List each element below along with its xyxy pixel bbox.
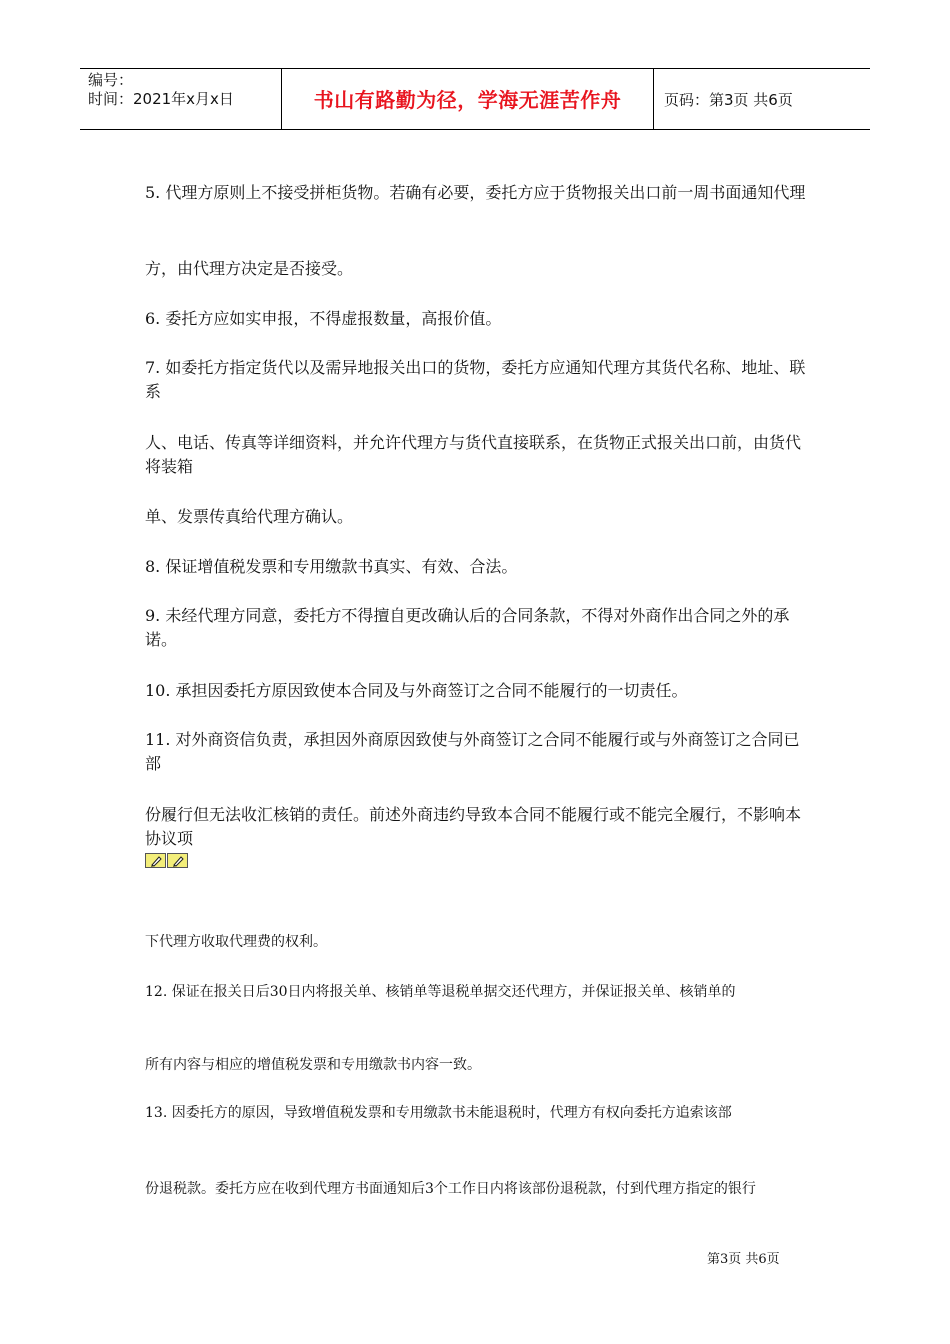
paragraph: 份退税款。委托方应在收到代理方书面通知后3个工作日内将该部份退税款，付到代理方指定的银行 (145, 1181, 756, 1197)
page-header (80, 68, 870, 130)
page-footer: 第3页 共6页 (707, 1252, 780, 1267)
paragraph: 单、发票传真给代理方确认。 (145, 507, 354, 526)
paragraph: 8. 保证增值税发票和专用缴款书真实、有效、合法。 (145, 557, 518, 576)
paragraph: 6. 委托方应如实申报，不得虚报数量，高报价值。 (145, 309, 502, 328)
paragraph: 方，由代理方决定是否接受。 (145, 259, 354, 278)
paragraph: 12. 保证在报关日后30日内将报关单、核销单等退税单据交还代理方，并保证报关单、核销单的 (145, 984, 736, 1000)
pencil-icon (145, 853, 166, 868)
paragraph: 9. 未经代理方同意，委托方不得擅自更改确认后的合同条款，不得对外商作出合同之外的承诺。 (145, 606, 790, 649)
document-date: 时间：2021年x月x日 (88, 90, 234, 108)
paragraph: 13. 因委托方的原因，导致增值税发票和专用缴款书未能退税时，代理方有权向委托方追索该部 (145, 1105, 732, 1121)
paragraph: 所有内容与相应的增值税发票和专用缴款书内容一致。 (145, 1057, 481, 1073)
pencil-icon (167, 853, 188, 868)
header-page-number: 页码：第3页 共6页 (664, 91, 793, 109)
paragraph: 7. 如委托方指定货代以及需异地报关出口的货物，委托方应通知代理方其货代名称、地址、联系 (145, 358, 806, 401)
header-divider (653, 69, 654, 129)
document-number: 编号： (88, 71, 134, 89)
paragraph: 11. 对外商资信负责，承担因外商原因致使与外商签订之合同不能履行或与外商签订之合同已部 (145, 730, 800, 773)
paragraph: 下代理方收取代理费的权利。 (145, 934, 327, 950)
paragraph: 5. 代理方原则上不接受拼柜货物。若确有必要，委托方应于货物报关出口前一周书面通知代理 (145, 183, 806, 202)
paragraph: 10. 承担因委托方原因致使本合同及与外商签订之合同不能履行的一切责任。 (145, 681, 688, 700)
paragraph: 份履行但无法收汇核销的责任。前述外商违约导致本合同不能履行或不能完全履行，不影响本协议项 (145, 805, 802, 848)
paragraph: 人、电话、传真等详细资料，并允许代理方与货代直接联系，在货物正式报关出口前，由货代将装箱 (145, 433, 802, 476)
header-motto: 书山有路勤为径，学海无涯苦作舟 (313, 88, 622, 112)
header-meta (88, 71, 283, 109)
inline-icons (145, 853, 188, 869)
